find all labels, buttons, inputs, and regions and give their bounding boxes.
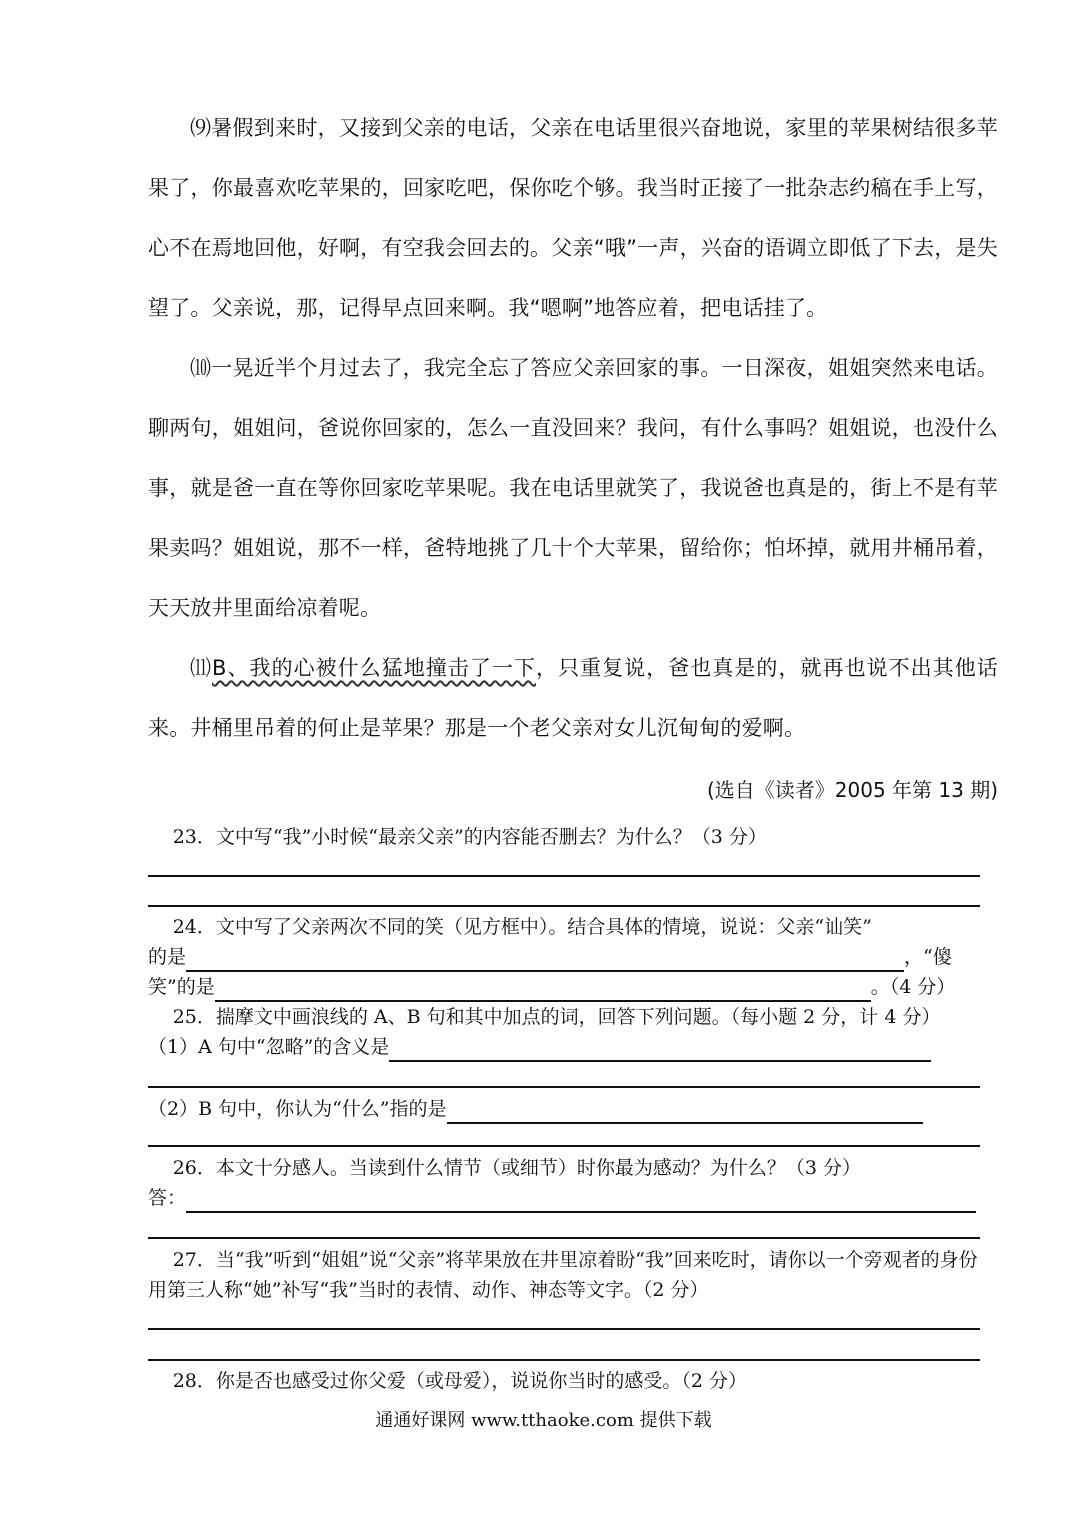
paragraph-11-number: ⑾ [190,656,213,680]
paragraph-10: ⑽一晃近半个月过去了，我完全忘了答应父亲回家的事。一日深夜，姐姐突然来电话。聊两句，姐姐问，爸说你回家的，怎么一直没回来？我问，有什么事吗？姐姐说，也没什么事，就是爸一直在等你回家吃苹果呢。我在电话里就笑了，我说爸也真是的，街上不是有苹果卖吗？姐姐说，那不一样，爸特地挑了几十个大苹果，留给你；怕坏掉，就用井桶吊着，天天放井里面给凉着呢。 [148,356,998,620]
answer-blank-25-2[interactable] [447,1100,923,1124]
q26-answer-label: 答： [148,1187,187,1209]
question-26: 26．本文十分感人。当读到什么情节（或细节）时你最为感动？为什么？（3 分） [172,1157,861,1179]
question-28: 28．你是否也感受过你父爱（或母爱），说说你当时的感受。（2 分） [172,1370,747,1392]
wavy-sentence-b: B、我的心被什么猛地撞击了一下 [212,656,537,680]
answer-blank-26[interactable] [186,1189,976,1213]
paragraph-9: ⑼暑假到来时，又接到父亲的电话，父亲在电话里很兴奋地说，家里的苹果树结很多苹果了，你最喜欢吃苹果的，回家吃吧，保你吃个够。我当时正接了一批杂志约稿在手上写，心不在焉地回他，好啊，有空我会回去的。父亲“哦”一声，兴奋的语调立即低了下去，是失望了。父亲说，那，记得早点回来啊。我“嗯啊”地答应着，把电话挂了。 [148,116,998,320]
question-23: 23．文中写“我”小时候“最亲父亲”的内容能否删去？为什么？（3 分） [172,826,767,848]
question-24-line2 [148,942,980,972]
question-25-2 [148,1094,980,1124]
question-24-line3 [148,972,980,1002]
answer-line-23-2[interactable] [148,905,980,907]
q24-score: 。（4 分） [870,976,956,998]
answer-line-27-1[interactable] [148,1328,980,1330]
q24-label-1: 的是 [148,946,187,968]
q25-1-label: （1）A 句中“忽略”的含义是 [148,1036,390,1058]
source-citation: (选自《读者》2005 年第 13 期) [706,778,998,802]
q24-label-2: ，“傻 [904,946,952,968]
answer-line-26[interactable] [148,1237,980,1239]
page-footer: 通通好课网 www.tthaoke.com 提供下载 [375,1410,712,1431]
question-25: 25．揣摩文中画浪线的 A、B 句和其中加点的词，回答下列问题。（每小题 2 分，计 4 分） [172,1006,941,1028]
answer-blank-25-1[interactable] [389,1038,931,1062]
question-25-1 [148,1032,980,1062]
answer-blank-24-2[interactable] [215,978,871,1002]
q24-label-3: 笑”的是 [148,976,215,998]
answer-line-25-2[interactable] [148,1145,980,1147]
question-27: 27．当“我”听到“姐姐”说“父亲”将苹果放在井里凉着盼“我”回来吃时，请你以一个旁观者的身份用第三人称“她”补写“我”当时的表情、动作、神态等文字。（2 分） [148,1249,978,1301]
answer-blank-24-1[interactable] [186,948,904,972]
paragraph-11-text: ，只重复说，爸也真是的，就再也说不出其他话来。井桶里吊着的何止是苹果？那是一个老父亲对女儿沉甸甸的爱啊。 [148,656,999,740]
question-26-answer [148,1183,980,1213]
question-24: 24．文中写了父亲两次不同的笑（见方框中）。结合具体的情境，说说：父亲“讪笑” [172,916,872,938]
answer-line-23-1[interactable] [148,875,980,877]
q25-2-label: （2）B 句中，你认为“什么”指的是 [148,1098,447,1120]
paragraph-11 [148,638,998,758]
answer-line-27-2[interactable] [148,1359,980,1361]
answer-line-25-1[interactable] [148,1086,980,1088]
